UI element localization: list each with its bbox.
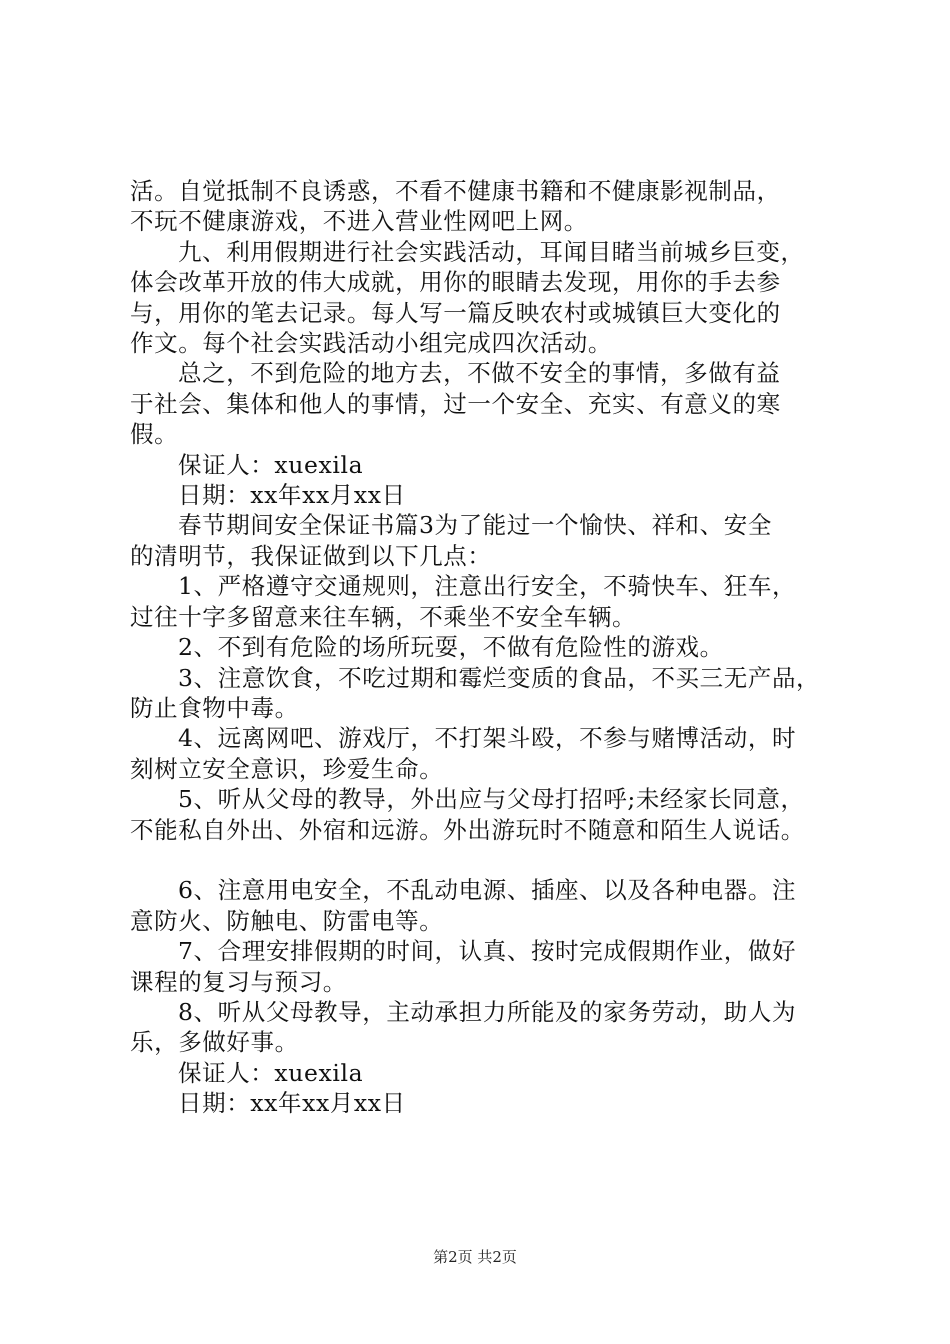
text-line: 3、注意饮食，不吃过期和霉烂变质的食品，不买三无产品， xyxy=(178,663,821,692)
text-line: 刻树立安全意识，珍爱生命。 xyxy=(130,754,444,783)
text-line: 4、远离网吧、游戏厅，不打架斗殴，不参与赌博活动，时 xyxy=(178,724,797,753)
text-line: 7、合理安排假期的时间，认真、按时完成假期作业，做好 xyxy=(178,937,797,966)
text-line: 8、听从父母教导，主动承担力所能及的家务劳动，助人为 xyxy=(178,997,797,1026)
page-footer: 第2页 共2页 xyxy=(433,1248,517,1266)
text-line: 不能私自外出、外宿和远游。外出游玩时不随意和陌生人说话。 xyxy=(130,815,805,844)
text-line: 5、听从父母的教导，外出应与父母打招呼;未经家长同意， xyxy=(178,785,805,814)
text-line: 假。 xyxy=(130,420,179,449)
text-line: 过往十字多留意来往车辆，不乘坐不安全车辆。 xyxy=(130,602,637,631)
text-line: 春节期间安全保证书篇3为了能过一个愉快、祥和、安全 xyxy=(178,511,772,540)
text-line: 九、利用假期进行社会实践活动，耳闻目睹当前城乡巨变， xyxy=(178,237,805,266)
text-line: 于社会、集体和他人的事情，过一个安全、充实、有意义的寒 xyxy=(130,389,781,418)
text-line: 总之，不到危险的地方去，不做不安全的事情，多做有益 xyxy=(178,359,781,388)
text-line: 不玩不健康游戏，不进入营业性网吧上网。 xyxy=(130,207,588,236)
text-line: 课程的复习与预习。 xyxy=(130,967,347,996)
text-line: 体会改革开放的伟大成就，用你的眼睛去发现，用你的手去参 xyxy=(130,268,781,297)
text-line: 作文。每个社会实践活动小组完成四次活动。 xyxy=(130,329,612,358)
text-line: 保证人：xuexila xyxy=(178,1058,364,1087)
blank-line xyxy=(130,845,835,875)
text-line: 保证人：xuexila xyxy=(178,450,364,479)
text-line: 日期：xx年xx月xx日 xyxy=(178,481,406,510)
text-line: 防止食物中毒。 xyxy=(130,693,299,722)
text-line: 与，用你的笔去记录。每人写一篇反映农村或城镇巨大变化的 xyxy=(130,298,781,327)
text-line: 1、严格遵守交通规则，注意出行安全，不骑快车、狂车， xyxy=(178,572,797,601)
text-line: 6、注意用电安全，不乱动电源、插座、以及各种电器。注 xyxy=(178,876,797,905)
text-line: 意防火、防触电、防雷电等。 xyxy=(130,906,444,935)
text-line: 乐，多做好事。 xyxy=(130,1028,299,1057)
text-line: 2、不到有危险的场所玩耍，不做有危险性的游戏。 xyxy=(178,633,724,662)
text-line: 的清明节，我保证做到以下几点： xyxy=(130,541,492,570)
text-line: 日期：xx年xx月xx日 xyxy=(178,1089,406,1118)
text-line: 活。自觉抵制不良诱惑，不看不健康书籍和不健康影视制品， xyxy=(130,177,781,205)
document-body xyxy=(130,176,835,1119)
